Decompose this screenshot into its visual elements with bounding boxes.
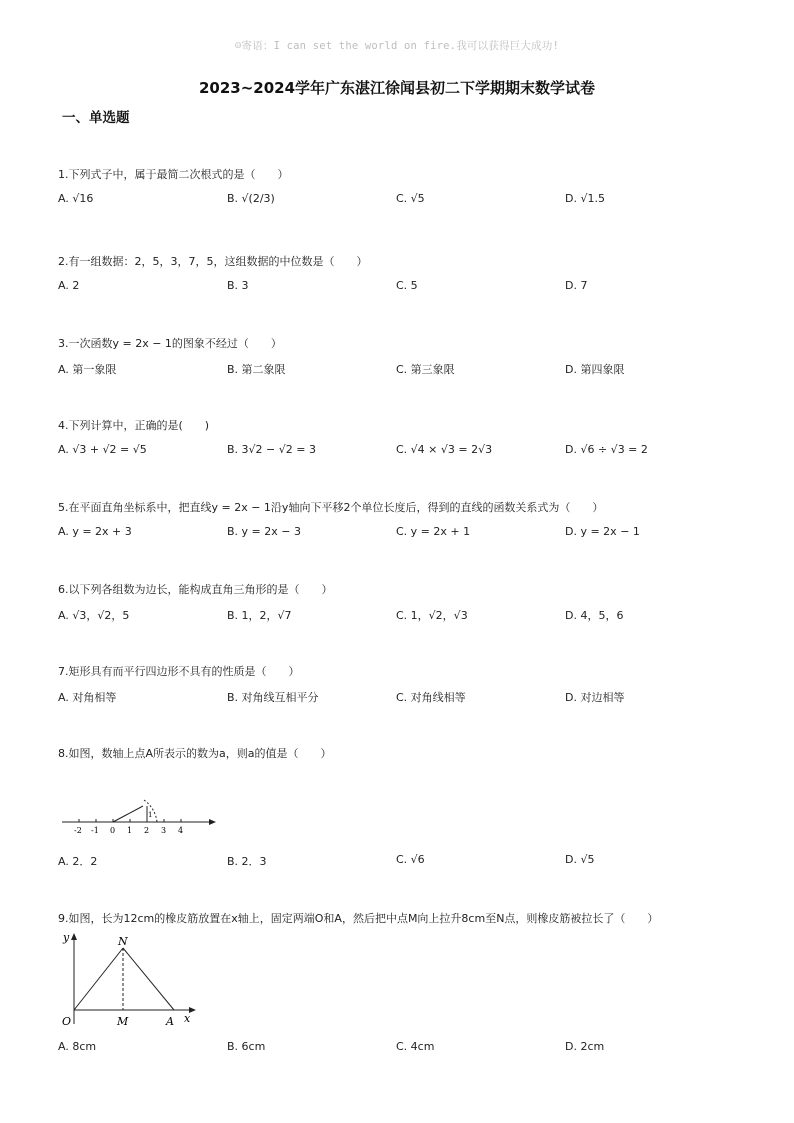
option-c: C. 对角线相等 [396, 691, 466, 704]
option-row [58, 361, 748, 381]
tick-label: -2 [74, 826, 82, 835]
label-m: M [117, 1015, 129, 1028]
option-c: C. √6 [396, 853, 425, 866]
question-stem: 5.在平面直角坐标系中，把直线y = 2x − 1沿y轴向下平移2个单位长度后，得到的直线的函数关系式为（ ） [58, 501, 604, 514]
option-d: D. 2cm [565, 1040, 605, 1053]
option-d: D. 第四象限 [565, 363, 625, 376]
option-d: D. √1.5 [565, 192, 605, 205]
option-c: C. y = 2x + 1 [396, 525, 471, 538]
option-b: B. 对角线互相平分 [227, 691, 319, 704]
option-a: A. 8cm [58, 1040, 97, 1053]
label-o: O [62, 1015, 72, 1028]
option-a: A. 2．2 [58, 855, 98, 868]
option-row [58, 607, 748, 627]
option-d: D. 7 [565, 279, 588, 292]
section-title: 一、单选题 [62, 110, 130, 126]
question-8-options [58, 853, 748, 873]
option-a: A. 2 [58, 279, 80, 292]
option-row [58, 443, 748, 463]
option-a: A. 对角相等 [58, 691, 117, 704]
option-c: C. √4 × √3 = 2√3 [396, 443, 493, 456]
tick-label: 3 [161, 826, 167, 835]
option-b: B. 1，2，√7 [227, 609, 292, 622]
tick-label: 2 [144, 826, 150, 835]
motto-header: ☺寄语：I can set the world on fire.我可以获得巨大成功! [234, 40, 560, 52]
option-b: B. 3 [227, 279, 249, 292]
option-b: B. √(2/3) [227, 192, 275, 205]
question-stem: 2.有一组数据：2，5，3，7，5，这组数据的中位数是（ ） [58, 255, 368, 268]
tick-label: 4 [178, 826, 184, 835]
question-stem: 9.如图，长为12cm的橡皮筋放置在x轴上，固定两端O和A，然后把中点M向上拉升8cm至N点，则橡皮筋被拉长了（ ） [58, 912, 659, 925]
option-a: A. √3，√2，5 [58, 609, 130, 622]
option-row [58, 853, 748, 873]
tick-label: 1 [127, 826, 133, 835]
rubber-band-figure [58, 928, 208, 1032]
question-1 [58, 167, 748, 212]
question-8 [58, 746, 748, 762]
label-a: A [166, 1015, 174, 1028]
option-c: C. 第三象限 [396, 363, 455, 376]
option-b: B. y = 2x − 3 [227, 525, 301, 538]
option-a: A. y = 2x + 3 [58, 525, 132, 538]
option-c: C. √5 [396, 192, 425, 205]
option-a: A. √3 + √2 = √5 [58, 443, 147, 456]
question-stem: 3.一次函数y = 2x − 1的图象不经过（ ） [58, 337, 282, 350]
option-c: C. 1，√2，√3 [396, 609, 468, 622]
option-d: D. √5 [565, 853, 595, 866]
question-9 [58, 911, 748, 927]
question-9-options [58, 1040, 748, 1060]
option-row [58, 525, 748, 545]
question-stem: 7.矩形具有而平行四边形不具有的性质是（ ） [58, 665, 300, 678]
number-line-figure [58, 790, 223, 838]
question-3 [58, 336, 748, 381]
option-b: B. 6cm [227, 1040, 266, 1053]
question-stem: 4.下列计算中，正确的是( ) [58, 419, 210, 432]
option-a: A. √16 [58, 192, 94, 205]
option-a: A. 第一象限 [58, 363, 117, 376]
option-row [58, 279, 748, 299]
question-5 [58, 500, 748, 545]
option-row [58, 192, 748, 212]
option-b: B. 2．3 [227, 855, 267, 868]
label-n: N [118, 935, 128, 948]
option-d: D. 对边相等 [565, 691, 625, 704]
question-2 [58, 254, 748, 299]
option-b: B. 3√2 − √2 = 3 [227, 443, 316, 456]
question-stem: 1.下列式子中，属于最简二次根式的是（ ） [58, 168, 289, 181]
question-7 [58, 664, 748, 709]
option-c: C. 4cm [396, 1040, 435, 1053]
option-row [58, 1040, 748, 1060]
option-b: B. 第二象限 [227, 363, 286, 376]
option-d: D. y = 2x − 1 [565, 525, 640, 538]
question-stem: 8.如图，数轴上点A所表示的数为a，则a的值是（ ） [58, 747, 332, 760]
option-c: C. 5 [396, 279, 418, 292]
question-4 [58, 418, 748, 463]
question-6 [58, 582, 748, 627]
tick-label: 0 [110, 826, 116, 835]
label-x: x [184, 1012, 191, 1025]
option-d: D. √6 ÷ √3 = 2 [565, 443, 648, 456]
tick-label: -1 [91, 826, 99, 835]
document-title: 2023~2024学年广东湛江徐闻县初二下学期期末数学试卷 [198, 79, 596, 97]
label-y: y [63, 931, 70, 944]
question-stem: 6.以下列各组数为边长，能构成直角三角形的是（ ） [58, 583, 333, 596]
option-d: D. 4，5，6 [565, 609, 624, 622]
small-one-label: 1 [148, 811, 153, 819]
option-row [58, 689, 748, 709]
